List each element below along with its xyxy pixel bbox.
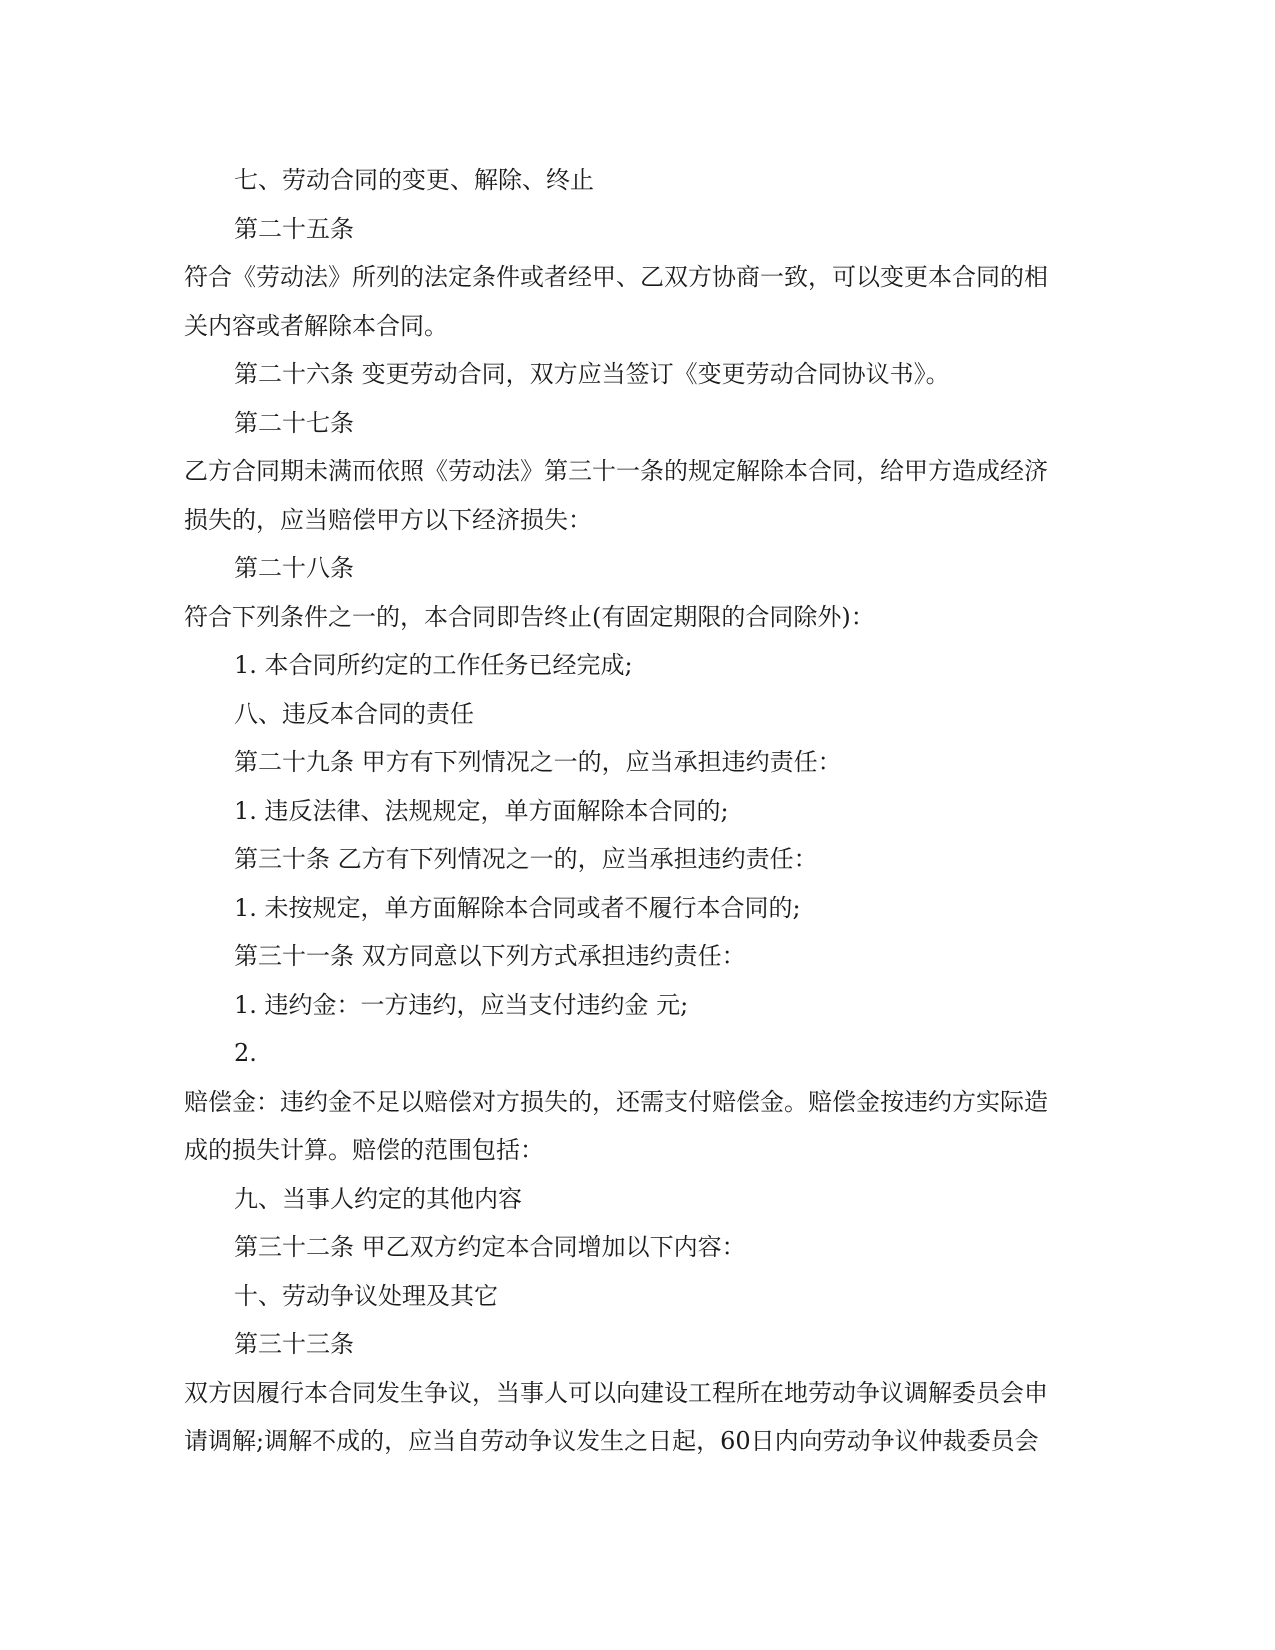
article-33-text-line-2: 请调解;调解不成的，应当自劳动争议发生之日起，60日内向劳动争议仲裁委员会	[184, 1427, 1039, 1455]
article-29: 第二十九条 甲方有下列情况之一的，应当承担违约责任：	[234, 748, 842, 776]
article-31-item-2-text-line-2: 成的损失计算。赔偿的范围包括：	[184, 1136, 544, 1164]
article-29-item-1: 1. 违反法律、法规规定，单方面解除本合同的;	[234, 796, 729, 825]
section-heading-10: 十、劳动争议处理及其它	[234, 1281, 498, 1310]
article-30-item-1: 1. 未按规定，单方面解除本合同或者不履行本合同的;	[234, 893, 801, 922]
article-33-text-line-1: 双方因履行本合同发生争议，当事人可以向建设工程所在地劳动争议调解委员会申	[184, 1378, 1048, 1407]
article-28-item-1: 1. 本合同所约定的工作任务已经完成;	[234, 651, 633, 679]
article-28-text: 符合下列条件之一的，本合同即告终止(有固定期限的合同除外)：	[184, 602, 875, 631]
article-31-item-2-text-line-1: 赔偿金：违约金不足以赔偿对方损失的，还需支付赔偿金。赔偿金按违约方实际造	[184, 1087, 1048, 1116]
document-body	[184, 156, 1084, 1466]
article-33-heading: 第三十三条	[234, 1330, 354, 1358]
article-28-heading: 第二十八条	[234, 554, 354, 582]
article-31-item-2-number: 2.	[234, 1039, 257, 1067]
article-31-item-1: 1. 违约金：一方违约，应当支付违约金 元;	[234, 990, 689, 1019]
section-heading-7: 七、劳动合同的变更、解除、终止	[234, 166, 594, 194]
article-27-text-line-1: 乙方合同期未满而依照《劳动法》第三十一条的规定解除本合同，给甲方造成经济	[184, 457, 1048, 485]
article-25-text-line-2: 关内容或者解除本合同。	[184, 311, 448, 340]
article-27-text-line-2: 损失的，应当赔偿甲方以下经济损失：	[184, 505, 592, 534]
article-31: 第三十一条 双方同意以下列方式承担违约责任：	[234, 942, 746, 970]
article-27-heading: 第二十七条	[234, 408, 354, 437]
article-25-text-line-1: 符合《劳动法》所列的法定条件或者经甲、乙双方协商一致，可以变更本合同的相	[184, 263, 1048, 291]
article-32: 第三十二条 甲乙双方约定本合同增加以下内容：	[234, 1233, 746, 1261]
section-heading-8: 八、违反本合同的责任	[234, 699, 474, 728]
article-25-heading: 第二十五条	[234, 214, 354, 243]
section-heading-9: 九、当事人约定的其他内容	[234, 1184, 522, 1213]
article-26: 第二十六条 变更劳动合同，双方应当签订《变更劳动合同协议书》。	[234, 360, 950, 388]
article-30: 第三十条 乙方有下列情况之一的，应当承担违约责任：	[234, 845, 818, 873]
